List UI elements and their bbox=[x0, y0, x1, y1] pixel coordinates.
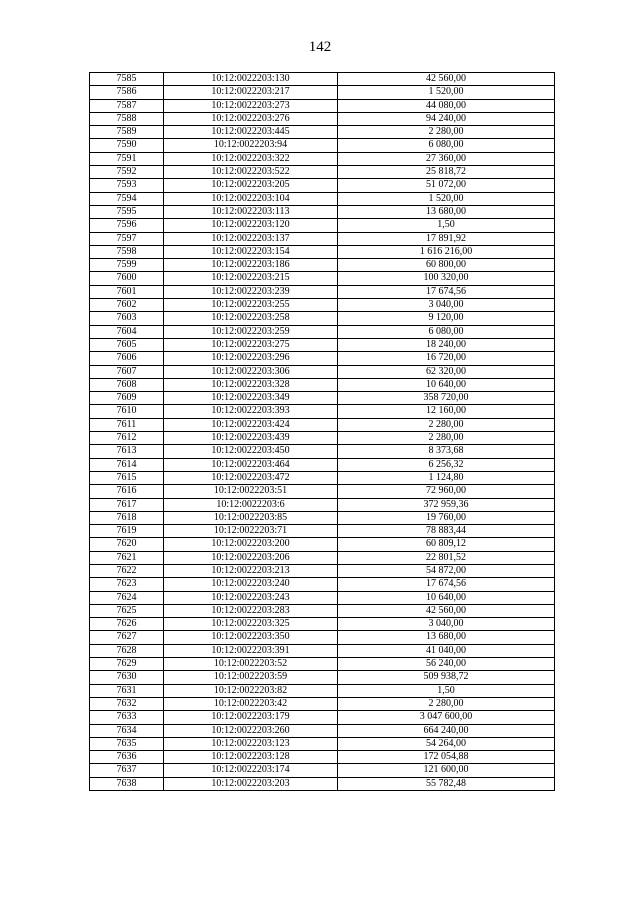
cadastral-value-cell: 358 720,00 bbox=[338, 392, 555, 405]
table-row bbox=[90, 432, 555, 445]
cadastral-value-cell: 9 120,00 bbox=[338, 312, 555, 325]
table-row bbox=[90, 525, 555, 538]
cadastral-value-cell: 16 720,00 bbox=[338, 352, 555, 365]
table-row bbox=[90, 205, 555, 218]
row-number-cell: 7607 bbox=[90, 365, 164, 378]
cadastral-number-cell: 10:12:0022203:174 bbox=[164, 764, 338, 777]
row-number-cell: 7615 bbox=[90, 471, 164, 484]
cadastral-number-cell: 10:12:0022203:71 bbox=[164, 525, 338, 538]
cadastral-number-cell: 10:12:0022203:393 bbox=[164, 405, 338, 418]
cadastral-value-cell: 51 072,00 bbox=[338, 179, 555, 192]
cadastral-value-cell: 6 080,00 bbox=[338, 139, 555, 152]
cadastral-number-cell: 10:12:0022203:6 bbox=[164, 498, 338, 511]
cadastral-number-cell: 10:12:0022203:215 bbox=[164, 272, 338, 285]
cadastral-value-cell: 19 760,00 bbox=[338, 511, 555, 524]
table-row bbox=[90, 86, 555, 99]
cadastral-value-cell: 3 047 600,00 bbox=[338, 711, 555, 724]
row-number-cell: 7589 bbox=[90, 126, 164, 139]
table-row bbox=[90, 392, 555, 405]
cadastral-value-cell: 2 280,00 bbox=[338, 418, 555, 431]
cadastral-number-cell: 10:12:0022203:205 bbox=[164, 179, 338, 192]
row-number-cell: 7631 bbox=[90, 684, 164, 697]
cadastral-number-cell: 10:12:0022203:42 bbox=[164, 697, 338, 710]
table-row bbox=[90, 378, 555, 391]
row-number-cell: 7598 bbox=[90, 245, 164, 258]
table-row bbox=[90, 285, 555, 298]
cadastral-number-cell: 10:12:0022203:306 bbox=[164, 365, 338, 378]
row-number-cell: 7630 bbox=[90, 671, 164, 684]
cadastral-number-cell: 10:12:0022203:154 bbox=[164, 245, 338, 258]
cadastral-value-cell: 94 240,00 bbox=[338, 112, 555, 125]
cadastral-number-cell: 10:12:0022203:123 bbox=[164, 737, 338, 750]
row-number-cell: 7624 bbox=[90, 591, 164, 604]
row-number-cell: 7587 bbox=[90, 99, 164, 112]
cadastral-number-cell: 10:12:0022203:128 bbox=[164, 751, 338, 764]
table-row bbox=[90, 232, 555, 245]
cadastral-number-cell: 10:12:0022203:200 bbox=[164, 538, 338, 551]
table-row bbox=[90, 485, 555, 498]
row-number-cell: 7617 bbox=[90, 498, 164, 511]
table-row bbox=[90, 219, 555, 232]
row-number-cell: 7629 bbox=[90, 658, 164, 671]
cadastral-value-cell: 100 320,00 bbox=[338, 272, 555, 285]
cadastral-number-cell: 10:12:0022203:51 bbox=[164, 485, 338, 498]
cadastral-value-cell: 1 520,00 bbox=[338, 86, 555, 99]
cadastral-number-cell: 10:12:0022203:82 bbox=[164, 684, 338, 697]
table-row bbox=[90, 152, 555, 165]
cadastral-value-cell: 54 264,00 bbox=[338, 737, 555, 750]
cadastral-number-cell: 10:12:0022203:349 bbox=[164, 392, 338, 405]
table-row bbox=[90, 644, 555, 657]
table-row bbox=[90, 73, 555, 86]
cadastral-number-cell: 10:12:0022203:203 bbox=[164, 777, 338, 790]
cadastral-value-cell: 56 240,00 bbox=[338, 658, 555, 671]
cadastral-number-cell: 10:12:0022203:59 bbox=[164, 671, 338, 684]
row-number-cell: 7634 bbox=[90, 724, 164, 737]
row-number-cell: 7626 bbox=[90, 618, 164, 631]
row-number-cell: 7593 bbox=[90, 179, 164, 192]
cadastral-number-cell: 10:12:0022203:350 bbox=[164, 631, 338, 644]
row-number-cell: 7620 bbox=[90, 538, 164, 551]
cadastral-value-cell: 1 520,00 bbox=[338, 192, 555, 205]
table-row bbox=[90, 751, 555, 764]
row-number-cell: 7625 bbox=[90, 604, 164, 617]
row-number-cell: 7603 bbox=[90, 312, 164, 325]
cadastral-value-cell: 6 080,00 bbox=[338, 325, 555, 338]
row-number-cell: 7600 bbox=[90, 272, 164, 285]
table-row bbox=[90, 126, 555, 139]
cadastral-number-cell: 10:12:0022203:273 bbox=[164, 99, 338, 112]
row-number-cell: 7619 bbox=[90, 525, 164, 538]
row-number-cell: 7612 bbox=[90, 432, 164, 445]
cadastral-number-cell: 10:12:0022203:186 bbox=[164, 259, 338, 272]
row-number-cell: 7632 bbox=[90, 697, 164, 710]
cadastral-value-cell: 17 674,56 bbox=[338, 578, 555, 591]
cadastral-value-cell: 78 883,44 bbox=[338, 525, 555, 538]
row-number-cell: 7636 bbox=[90, 751, 164, 764]
row-number-cell: 7621 bbox=[90, 551, 164, 564]
table-row bbox=[90, 697, 555, 710]
row-number-cell: 7610 bbox=[90, 405, 164, 418]
cadastral-value-cell: 60 809,12 bbox=[338, 538, 555, 551]
cadastral-number-cell: 10:12:0022203:296 bbox=[164, 352, 338, 365]
cadastral-value-cell: 8 373,68 bbox=[338, 445, 555, 458]
table-row bbox=[90, 312, 555, 325]
row-number-cell: 7611 bbox=[90, 418, 164, 431]
cadastral-value-cell: 13 680,00 bbox=[338, 631, 555, 644]
table-row bbox=[90, 365, 555, 378]
cadastral-number-cell: 10:12:0022203:445 bbox=[164, 126, 338, 139]
table-row bbox=[90, 658, 555, 671]
row-number-cell: 7602 bbox=[90, 299, 164, 312]
row-number-cell: 7586 bbox=[90, 86, 164, 99]
cadastral-value-cell: 41 040,00 bbox=[338, 644, 555, 657]
row-number-cell: 7596 bbox=[90, 219, 164, 232]
row-number-cell: 7585 bbox=[90, 73, 164, 86]
table-row bbox=[90, 498, 555, 511]
row-number-cell: 7635 bbox=[90, 737, 164, 750]
cadastral-number-cell: 10:12:0022203:94 bbox=[164, 139, 338, 152]
table-row bbox=[90, 538, 555, 551]
cadastral-number-cell: 10:12:0022203:217 bbox=[164, 86, 338, 99]
cadastral-value-cell: 27 360,00 bbox=[338, 152, 555, 165]
cadastral-number-cell: 10:12:0022203:283 bbox=[164, 604, 338, 617]
table-row bbox=[90, 724, 555, 737]
cadastral-value-cell: 6 256,32 bbox=[338, 458, 555, 471]
table-row bbox=[90, 511, 555, 524]
row-number-cell: 7597 bbox=[90, 232, 164, 245]
cadastral-value-cell: 17 891,92 bbox=[338, 232, 555, 245]
cadastral-value-cell: 12 160,00 bbox=[338, 405, 555, 418]
table-row bbox=[90, 192, 555, 205]
cadastral-value-cell: 42 560,00 bbox=[338, 604, 555, 617]
table-row bbox=[90, 325, 555, 338]
cadastral-number-cell: 10:12:0022203:322 bbox=[164, 152, 338, 165]
cadastral-value-cell: 1 124,80 bbox=[338, 471, 555, 484]
cadastral-value-cell: 54 872,00 bbox=[338, 564, 555, 577]
cadastral-number-cell: 10:12:0022203:325 bbox=[164, 618, 338, 631]
cadastral-value-cell: 1,50 bbox=[338, 684, 555, 697]
cadastral-number-cell: 10:12:0022203:439 bbox=[164, 432, 338, 445]
table-row bbox=[90, 618, 555, 631]
table-row bbox=[90, 299, 555, 312]
row-number-cell: 7616 bbox=[90, 485, 164, 498]
table-row bbox=[90, 352, 555, 365]
row-number-cell: 7618 bbox=[90, 511, 164, 524]
cadastral-number-cell: 10:12:0022203:258 bbox=[164, 312, 338, 325]
table-row bbox=[90, 259, 555, 272]
table-row bbox=[90, 591, 555, 604]
table-row bbox=[90, 166, 555, 179]
table-row bbox=[90, 684, 555, 697]
table-row bbox=[90, 578, 555, 591]
cadastral-number-cell: 10:12:0022203:450 bbox=[164, 445, 338, 458]
table-row bbox=[90, 631, 555, 644]
cadastral-number-cell: 10:12:0022203:213 bbox=[164, 564, 338, 577]
cadastral-number-cell: 10:12:0022203:391 bbox=[164, 644, 338, 657]
row-number-cell: 7605 bbox=[90, 338, 164, 351]
table-row bbox=[90, 564, 555, 577]
cadastral-number-cell: 10:12:0022203:260 bbox=[164, 724, 338, 737]
cadastral-number-cell: 10:12:0022203:120 bbox=[164, 219, 338, 232]
row-number-cell: 7628 bbox=[90, 644, 164, 657]
cadastral-value-cell: 13 680,00 bbox=[338, 205, 555, 218]
row-number-cell: 7601 bbox=[90, 285, 164, 298]
row-number-cell: 7595 bbox=[90, 205, 164, 218]
cadastral-value-cell: 42 560,00 bbox=[338, 73, 555, 86]
row-number-cell: 7591 bbox=[90, 152, 164, 165]
cadastral-number-cell: 10:12:0022203:239 bbox=[164, 285, 338, 298]
cadastral-value-cell: 509 938,72 bbox=[338, 671, 555, 684]
cadastral-value-cell: 121 600,00 bbox=[338, 764, 555, 777]
table-row bbox=[90, 139, 555, 152]
table-row bbox=[90, 112, 555, 125]
cadastral-number-cell: 10:12:0022203:259 bbox=[164, 325, 338, 338]
row-number-cell: 7622 bbox=[90, 564, 164, 577]
cadastral-value-cell: 22 801,52 bbox=[338, 551, 555, 564]
table-row bbox=[90, 445, 555, 458]
row-number-cell: 7606 bbox=[90, 352, 164, 365]
cadastral-number-cell: 10:12:0022203:275 bbox=[164, 338, 338, 351]
cadastral-value-cell: 44 080,00 bbox=[338, 99, 555, 112]
cadastral-value-cell: 2 280,00 bbox=[338, 697, 555, 710]
table-row bbox=[90, 551, 555, 564]
cadastral-number-cell: 10:12:0022203:52 bbox=[164, 658, 338, 671]
row-number-cell: 7613 bbox=[90, 445, 164, 458]
table-row bbox=[90, 458, 555, 471]
row-number-cell: 7638 bbox=[90, 777, 164, 790]
table-body bbox=[90, 73, 555, 791]
cadastral-value-cell: 25 818,72 bbox=[338, 166, 555, 179]
cadastral-number-cell: 10:12:0022203:255 bbox=[164, 299, 338, 312]
cadastral-number-cell: 10:12:0022203:113 bbox=[164, 205, 338, 218]
cadastral-number-cell: 10:12:0022203:424 bbox=[164, 418, 338, 431]
cadastral-value-cell: 62 320,00 bbox=[338, 365, 555, 378]
cadastral-value-cell: 72 960,00 bbox=[338, 485, 555, 498]
table-row bbox=[90, 179, 555, 192]
cadastral-number-cell: 10:12:0022203:85 bbox=[164, 511, 338, 524]
row-number-cell: 7604 bbox=[90, 325, 164, 338]
table-row bbox=[90, 777, 555, 790]
table-row bbox=[90, 737, 555, 750]
row-number-cell: 7637 bbox=[90, 764, 164, 777]
cadastral-number-cell: 10:12:0022203:130 bbox=[164, 73, 338, 86]
cadastral-value-cell: 3 040,00 bbox=[338, 299, 555, 312]
cadastral-number-cell: 10:12:0022203:206 bbox=[164, 551, 338, 564]
table-row bbox=[90, 245, 555, 258]
table-row bbox=[90, 338, 555, 351]
table-row bbox=[90, 418, 555, 431]
cadastral-number-cell: 10:12:0022203:464 bbox=[164, 458, 338, 471]
cadastral-number-cell: 10:12:0022203:179 bbox=[164, 711, 338, 724]
cadastral-value-cell: 2 280,00 bbox=[338, 432, 555, 445]
table-row bbox=[90, 604, 555, 617]
row-number-cell: 7627 bbox=[90, 631, 164, 644]
table-row bbox=[90, 671, 555, 684]
cadastral-number-cell: 10:12:0022203:328 bbox=[164, 378, 338, 391]
cadastral-value-cell: 10 640,00 bbox=[338, 378, 555, 391]
cadastral-number-cell: 10:12:0022203:104 bbox=[164, 192, 338, 205]
cadastral-value-cell: 18 240,00 bbox=[338, 338, 555, 351]
cadastral-number-cell: 10:12:0022203:240 bbox=[164, 578, 338, 591]
cadastral-value-cell: 10 640,00 bbox=[338, 591, 555, 604]
cadastral-value-table bbox=[89, 72, 555, 791]
cadastral-value-cell: 60 800,00 bbox=[338, 259, 555, 272]
page-number: 142 bbox=[308, 39, 332, 55]
cadastral-value-cell: 1,50 bbox=[338, 219, 555, 232]
row-number-cell: 7623 bbox=[90, 578, 164, 591]
cadastral-number-cell: 10:12:0022203:522 bbox=[164, 166, 338, 179]
row-number-cell: 7633 bbox=[90, 711, 164, 724]
cadastral-value-cell: 1 616 216,00 bbox=[338, 245, 555, 258]
cadastral-value-cell: 55 782,48 bbox=[338, 777, 555, 790]
cadastral-value-cell: 172 054,88 bbox=[338, 751, 555, 764]
row-number-cell: 7599 bbox=[90, 259, 164, 272]
row-number-cell: 7609 bbox=[90, 392, 164, 405]
table-row bbox=[90, 272, 555, 285]
table-row bbox=[90, 764, 555, 777]
row-number-cell: 7594 bbox=[90, 192, 164, 205]
cadastral-value-cell: 17 674,56 bbox=[338, 285, 555, 298]
cadastral-value-cell: 664 240,00 bbox=[338, 724, 555, 737]
table-row bbox=[90, 471, 555, 484]
row-number-cell: 7614 bbox=[90, 458, 164, 471]
cadastral-number-cell: 10:12:0022203:472 bbox=[164, 471, 338, 484]
cadastral-value-cell: 2 280,00 bbox=[338, 126, 555, 139]
table-row bbox=[90, 405, 555, 418]
row-number-cell: 7590 bbox=[90, 139, 164, 152]
row-number-cell: 7588 bbox=[90, 112, 164, 125]
cadastral-number-cell: 10:12:0022203:276 bbox=[164, 112, 338, 125]
cadastral-number-cell: 10:12:0022203:243 bbox=[164, 591, 338, 604]
row-number-cell: 7608 bbox=[90, 378, 164, 391]
cadastral-number-cell: 10:12:0022203:137 bbox=[164, 232, 338, 245]
cadastral-value-cell: 372 959,36 bbox=[338, 498, 555, 511]
table-row bbox=[90, 711, 555, 724]
cadastral-value-cell: 3 040,00 bbox=[338, 618, 555, 631]
row-number-cell: 7592 bbox=[90, 166, 164, 179]
table-row bbox=[90, 99, 555, 112]
